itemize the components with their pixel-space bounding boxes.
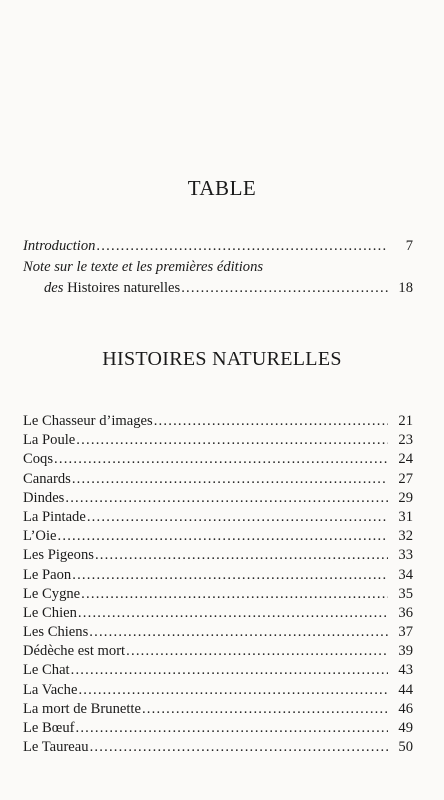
dot-leader <box>71 661 388 680</box>
toc-entry-page: 46 <box>398 700 413 717</box>
toc-entry-label: Le Chat <box>23 662 70 679</box>
toc-entry-page: 36 <box>398 604 413 621</box>
toc-entry-label: Les Pigeons <box>23 547 94 564</box>
toc-entry <box>23 585 413 604</box>
toc-entry-page: 49 <box>398 720 413 736</box>
toc-entry-label: Dédèche est mort <box>23 643 126 660</box>
chapter-list <box>23 412 413 757</box>
toc-entry-page: 34 <box>398 566 413 583</box>
toc-entry-page: 29 <box>398 489 413 506</box>
toc-entry-page: 44 <box>398 681 413 698</box>
toc-entry-page: 24 <box>398 451 413 468</box>
dot-leader <box>154 412 388 431</box>
toc-entry-page: 7 <box>405 238 413 254</box>
dot-leader <box>75 719 388 738</box>
toc-entry-label: Les Chiens <box>23 624 89 641</box>
toc-entry-label-title: Histoires naturelles <box>67 280 181 296</box>
section-title: HISTOIRES NATURELLES <box>102 348 342 370</box>
toc-entry-label-prefix: des <box>44 280 68 296</box>
dot-leader <box>95 546 388 565</box>
toc-entry <box>23 700 413 719</box>
toc-entry-label: La Poule <box>23 432 76 449</box>
toc-entry-label: Le Taureau <box>23 739 89 756</box>
page-title: TABLE <box>187 176 257 200</box>
dot-leader <box>81 585 388 604</box>
toc-entry-page: 18 <box>398 280 413 296</box>
toc-entry <box>23 489 413 508</box>
toc-entry <box>23 642 413 661</box>
dot-leader <box>72 566 388 585</box>
toc-entry-label: La Pintade <box>23 508 86 525</box>
toc-entry-label: L’Oie <box>23 528 57 545</box>
dot-leader <box>90 738 388 757</box>
toc-entry-label <box>44 278 180 299</box>
toc-entry-label: Le Chien <box>23 604 77 621</box>
dot-leader <box>89 623 388 642</box>
dot-leader <box>76 431 388 450</box>
toc-entry-note-line2 <box>23 278 413 299</box>
toc-entry-label: Dindes <box>23 489 65 506</box>
toc-entry-page: 23 <box>398 432 413 449</box>
toc-entry-label: Le Paon <box>23 566 72 583</box>
front-matter-list <box>23 236 413 299</box>
toc-entry-label: Introduction <box>23 238 96 254</box>
toc-entry-note-line1 <box>23 257 413 278</box>
toc-entry-introduction <box>23 236 413 257</box>
toc-entry-page: 21 <box>398 413 413 429</box>
toc-entry <box>23 546 413 565</box>
dot-leader <box>96 236 388 257</box>
dot-leader <box>58 527 388 546</box>
dot-leader <box>181 278 388 299</box>
toc-entry <box>23 738 413 757</box>
toc-entry-page: 33 <box>398 547 413 564</box>
toc-entry <box>23 527 413 546</box>
toc-entry-page: 32 <box>398 528 413 545</box>
toc-entry <box>23 623 413 642</box>
toc-entry <box>23 681 413 700</box>
dot-leader <box>142 700 388 719</box>
toc-entry-page: 50 <box>398 739 413 756</box>
dot-leader <box>72 470 388 489</box>
toc-entry <box>23 412 413 431</box>
toc-entry-page: 31 <box>398 508 413 525</box>
toc-entry-label: Canards <box>23 470 71 487</box>
dot-leader <box>54 450 388 469</box>
toc-entry-page: 37 <box>398 624 413 641</box>
toc-entry <box>23 661 413 680</box>
toc-entry-page: 35 <box>398 585 413 602</box>
toc-entry-label: Coqs <box>23 451 54 468</box>
dot-leader <box>126 642 388 661</box>
toc-entry <box>23 719 413 738</box>
toc-entry-page: 27 <box>398 470 413 487</box>
toc-entry <box>23 431 413 450</box>
dot-leader <box>78 604 388 623</box>
toc-entry <box>23 508 413 527</box>
toc-entry <box>23 450 413 469</box>
dot-leader <box>87 508 388 527</box>
toc-entry <box>23 470 413 489</box>
toc-entry <box>23 566 413 585</box>
toc-entry-label: Le Cygne <box>23 585 81 602</box>
toc-entry <box>23 604 413 623</box>
toc-entry-label: La mort de Brunette <box>23 700 141 717</box>
toc-entry-page: 39 <box>398 643 413 660</box>
toc-entry-label: Le Chasseur d’images <box>23 413 153 429</box>
dot-leader <box>65 489 388 508</box>
toc-entry-page: 43 <box>398 662 413 679</box>
toc-entry-label: Le Bœuf <box>23 720 75 736</box>
toc-entry-label: La Vache <box>23 681 78 698</box>
dot-leader <box>78 681 388 700</box>
toc-entry-label: Note sur le texte et les premières éditions <box>23 259 264 275</box>
